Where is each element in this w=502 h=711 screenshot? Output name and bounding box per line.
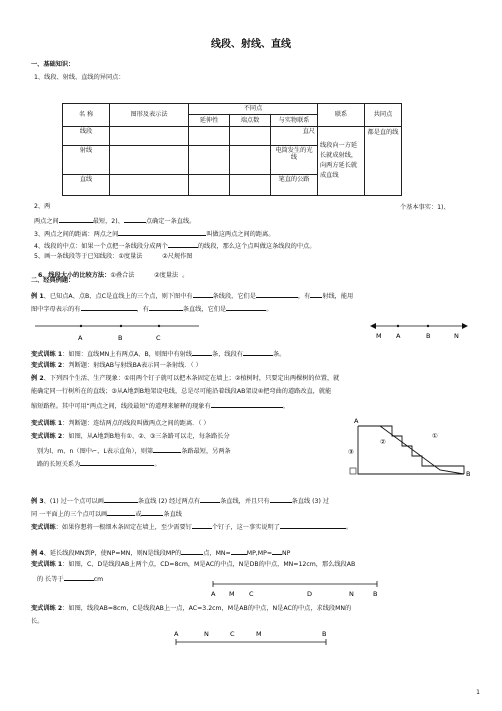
variant-1-1: 变式训练 1：如图：直线MN上有两点A、B，则图中有射线 条，线段有 条。 [31,351,286,358]
row-ray: 射线 [63,146,110,175]
figure-three-routes [340,414,475,484]
fig2-label-b: B [426,332,431,340]
variant-4-1-line2: 的 长等于 cm [37,576,104,583]
fig5-label-n: N [204,630,209,638]
fig5-label-a: A [174,630,179,638]
fig2-label-m: M [376,332,382,340]
header-graph: 图形及表示法 [110,104,189,127]
row-line: 直线 [63,175,110,196]
example-2-line2: 能确定同一行树所在的直线；③从A地到B地架设电线，总是尽可能沿着线段AB架设④把弯曲的道路改直，就能 [31,388,332,395]
real-ray: 电筒发生的光线 [271,146,318,175]
fig3-route-1: ① [432,432,438,440]
fig5-label-b: B [322,630,327,638]
header-real: 与实物联系 [271,115,318,127]
fig1-label-b: B [118,334,123,342]
fig2-label-n: N [454,332,459,340]
real-segment: 直尺 [271,127,318,146]
comparison-table [62,103,402,196]
item-6: 6、线段大小的比较方法：①叠合法 ②度量法 。 [37,272,189,280]
header-diff: 不同点 [189,104,318,115]
item-2-start: 2、两 [34,203,51,210]
fig4-label-d: D [307,590,313,598]
item-2-line2: 两点之间 最短，2)、 点确定一条直线。 [34,218,196,225]
variant-1-2: 变式训练 2：判断题：射线AB与射线BA表示同一条射线．（ ） [31,362,202,369]
fig4-label-m: M [229,590,235,598]
variant-4-2-line1: 变式训练 2：如图，线段AB=8cm，C是线段AB上一点，AC=3.2cm，M是AB的中点，N是AC的中点，求线段MN的 [31,605,352,612]
variant-2-2-line2: 别为l、m、n（图中⌐、L表示直角），则第 条路最短，另两条 [37,448,231,455]
example-3-line1: 例 3、(1) 过一个点可以画 条直线 (2) 经过两点有 条直线，并且只有 条直线 (3) 过 [31,498,330,505]
fig4-label-c: C [249,590,254,598]
variant-3: 变式训练：如果你想将一根细木条固定在墙上，至少需要钉 个钉子，这一事实说明了 。 [31,524,353,531]
variant-4-1-line1: 变式训练 1：如图，C、D是线段AB上两个点，CD=8cm，M是AC的中点，N是DB的中点，MN=12cm，那么线段AB [31,561,356,568]
figure-amcdnb-line [205,578,385,600]
common-cell: 都是直的线 [365,127,402,196]
page-title: 线段、射线、直线 [211,39,291,50]
example-2-line1: 例 2、下列四个生活、生产现象：①用两个钉子就可以把木条固定在墙上；②植树时，只要定出两棵树的位置，就 [31,375,340,382]
header-name: 名 称 [63,104,110,127]
header-link: 联系 [318,104,365,127]
section-basic-heading: 一、基础知识： [31,61,75,68]
fig4-label-a: A [211,590,216,598]
link-cell: 线段向一方延长就成射线，向两方延长就成直线 [318,127,365,196]
section-examples-heading: 二、经典例题： [31,277,75,284]
item-5: 5、画一条线段等于已知线段：①度量法 ②尺规作图 [34,253,193,260]
variant-2-2-line1: 变式训练 2：如图，从A地到B地有①、②、③三条路可以走，每条路长分 [31,433,230,440]
figure-mabn-line [370,318,470,344]
real-line: 笔直的公路 [271,175,318,196]
header-ext: 延伸性 [189,115,230,127]
variant-4-2-line2: 长。 [31,618,44,625]
example-2-line3: 缩短路程。其中可用“两点之间，线段最短”的道理来解释的现象有 。 [31,403,289,410]
item-2-end: 个基本事实：1)、 [400,204,450,211]
item-4: 4、线段的中点：如果一个点把一条线段分成两个 的线段，那么这个点叫做这条线段的中点。 [34,243,316,250]
example-4: 例 4、延长线段MN到P，使NP=MN，则N是线段MP的 点，MN= MP,MP= NP [31,550,291,557]
header-common: 共同点 [365,104,402,127]
fig3-route-2: ② [380,438,386,446]
item-3: 3、两点之间的距离：两点之间 叫做这两点之间的距离。 [34,231,275,238]
fig3-label-a: A [354,417,359,425]
example-1-line1: 例 1、已知点A、点B、点C是直线上的三个点，则下图中有 条线段，它们是 ，有 射线，能用 [31,293,354,300]
fig1-label-c: C [156,334,161,342]
page-number: 1 [476,689,480,696]
variant-2-1: 变式训练 1：判断题：连结两点的线段叫做两点之间的距离．（ ） [31,420,210,427]
row-segment: 线段 [63,127,110,146]
fig3-route-3: ③ [348,448,354,456]
fig2-label-a: A [396,332,401,340]
fig1-label-a: A [78,334,83,342]
fig4-label-n: N [349,590,354,598]
header-end: 端点数 [230,115,271,127]
fig4-label-b: B [373,590,378,598]
item-1: 1、线段、射线、直线的异同点： [34,74,125,81]
figure-ancmb-line [170,628,340,650]
fig5-label-m: M [256,630,262,638]
example-1-line2: 图中字母表示的有 ，有 条直线，它们是 。 [31,306,273,313]
fig5-label-c: C [230,630,235,638]
figure-abc-line [31,318,203,344]
example-3-line2: 同 一平面上的三个点可以画 或 条直线 [31,511,182,518]
fig3-label-b: B [466,470,471,478]
variant-2-2-line3: 路的长短关系为 。 [37,461,161,468]
